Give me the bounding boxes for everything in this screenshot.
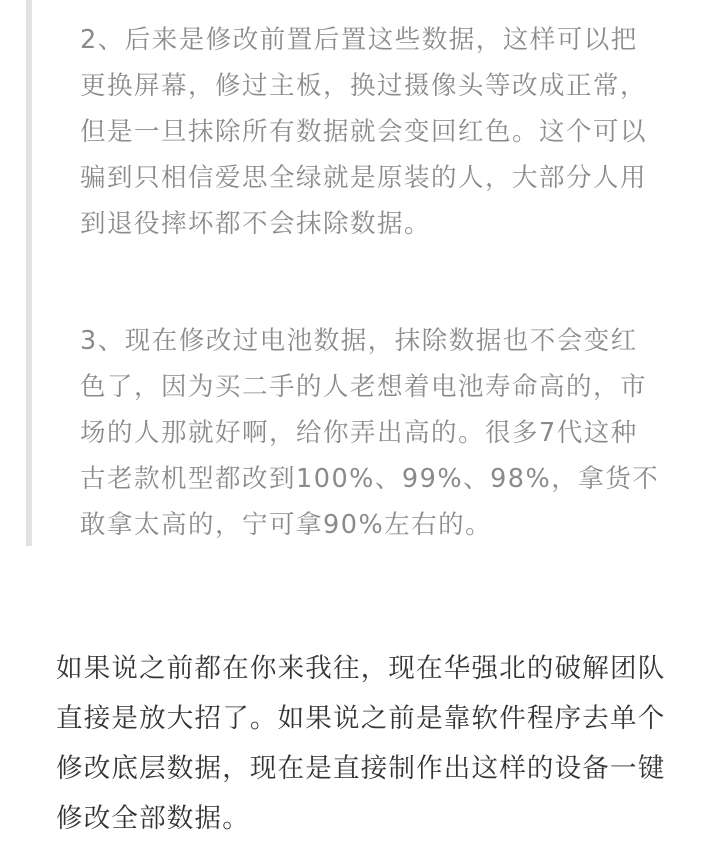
body-paragraph: 如果说之前都在你来我往，现在华强北的破解团队 直接是放大招了。如果说之前是靠软件程序去单个 修改底层数据，现在是直接制作出这样的设备一键 修改全部数据。 [56, 653, 666, 834]
quote-paragraph-2: 2、后来是修改前置后置这些数据，这样可以把 更换屏幕，修过主板，换过摄像头等改成正常， 但是一旦抹除所有数据就会变回红色。这个可以 骗到只相信爱思全绿就是原装的人，大部分人用 到退役摔坏都不会抹除数据。 [80, 25, 648, 239]
quote-paragraph-3: 3、现在修改过电池数据，抹除数据也不会变红 色了，因为买二手的人老想着电池寿命高的，市 场的人那就好啊，给你弄出高的。很多7代这种 古老款机型都改到100%、99%、98%，拿货不 敢拿太高的，宁可拿90%左右的。 [80, 326, 660, 540]
